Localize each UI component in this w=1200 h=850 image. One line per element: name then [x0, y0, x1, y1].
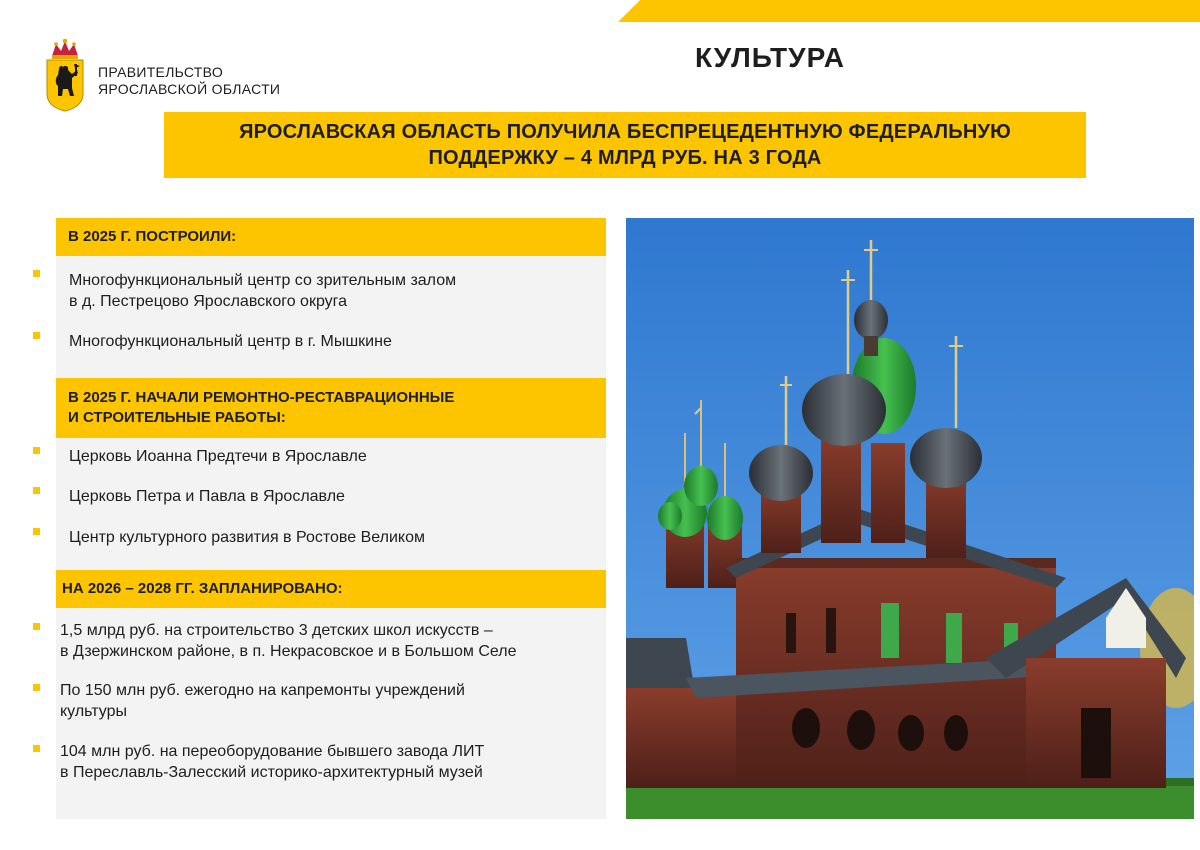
list-item-line: в д. Пестрецово Ярославского округа: [69, 293, 348, 310]
bullet-icon: [33, 623, 40, 630]
bullet-icon: [33, 684, 40, 691]
list-item-line: в Переславль-Залесский историко-архитектурный музей: [60, 764, 483, 781]
section-heading-built-2025: [56, 218, 606, 256]
section-heading-planned-2026-2028: [56, 570, 606, 608]
church-illustration: [626, 218, 1194, 819]
list-item-line: Многофункциональный центр в г. Мышкине: [69, 333, 392, 350]
list-item: [60, 620, 620, 662]
bullet-icon: [33, 332, 40, 339]
government-name-line2: ЯРОСЛАВСКОЙ ОБЛАСТИ: [98, 81, 281, 97]
section-heading-text: В 2025 Г. ПОСТРОИЛИ:: [68, 228, 237, 245]
list-item-line: 1,5 млрд руб. на строительство 3 детских школ искусств –: [60, 622, 493, 639]
list-item-line: Церковь Иоанна Предтечи в Ярославле: [69, 448, 367, 465]
list-item-line: По 150 млн руб. ежегодно на капремонты учреждений: [60, 682, 465, 699]
info-panel: [56, 218, 606, 819]
list-item-line: в Дзержинском районе, в п. Некрасовское и в Большом Селе: [60, 643, 517, 660]
headline-text: [175, 119, 1075, 171]
church-photo: [626, 218, 1194, 819]
government-name-line1: ПРАВИТЕЛЬСТВО: [98, 64, 224, 80]
bullet-icon: [33, 528, 40, 535]
section-heading-text: НА 2026 – 2028 ГГ. ЗАПЛАНИРОВАНО:: [62, 580, 343, 597]
bullet-icon: [33, 447, 40, 454]
headline-line1: ЯРОСЛАВСКАЯ ОБЛАСТЬ ПОЛУЧИЛА БЕСПРЕЦЕДЕНТНУЮ ФЕДЕРАЛЬНУЮ: [239, 121, 1011, 143]
section-heading-text: [68, 388, 454, 428]
list-item: [69, 527, 629, 548]
list-item-line: Церковь Петра и Павла в Ярославле: [69, 488, 345, 505]
bullet-icon: [33, 487, 40, 494]
list-item: [69, 446, 629, 467]
bullet-icon: [33, 745, 40, 752]
headline-banner: [164, 112, 1086, 178]
list-item: [69, 270, 629, 312]
list-item: [69, 331, 629, 352]
list-item-line: 104 млн руб. на переоборудование бывшего завода ЛИТ: [60, 743, 485, 760]
section-heading-started-2025: [56, 378, 606, 438]
list-item-line: Многофункциональный центр со зрительным залом: [69, 272, 457, 289]
top-accent-stripe: [618, 0, 1200, 22]
headline-line2: ПОДДЕРЖКУ – 4 МЛРД РУБ. НА 3 ГОДА: [428, 147, 822, 169]
list-item: [60, 680, 620, 722]
list-item-line: культуры: [60, 703, 127, 720]
list-item: [60, 741, 620, 783]
bullet-icon: [33, 270, 40, 277]
list-item: [69, 486, 629, 507]
section-heading-line: И СТРОИТЕЛЬНЫЕ РАБОТЫ:: [68, 409, 286, 426]
section-heading-line: В 2025 Г. НАЧАЛИ РЕМОНТНО-РЕСТАВРАЦИОННЫЕ: [68, 389, 455, 406]
page-title: КУЛЬТУРА: [694, 42, 846, 73]
list-item-line: Центр культурного развития в Ростове Великом: [69, 529, 425, 546]
